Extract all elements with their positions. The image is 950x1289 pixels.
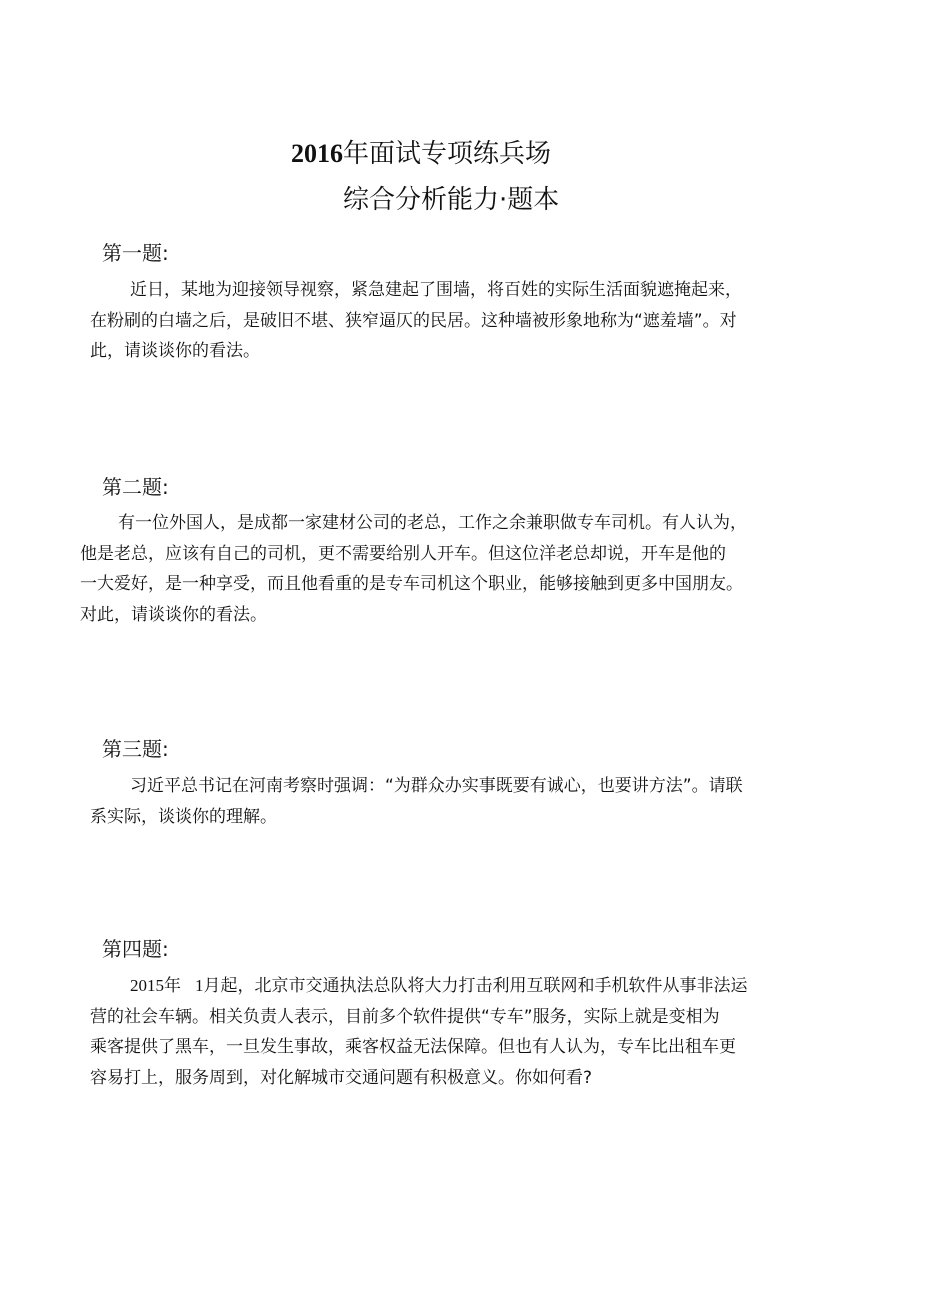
document-subtitle: 综合分析能力·题本 (343, 185, 560, 215)
question-3-body (90, 771, 743, 832)
question-4-line-1-rest: 月起，北京市交通执法总队将大力打击利用互联网和手机软件从事非法运 (203, 976, 748, 996)
question-1-line-3: 此，请谈谈你的看法。 (90, 341, 260, 361)
question-4-body (90, 971, 748, 1093)
question-1-line-1: 近日，某地为迎接领导视察，紧急建起了围墙，将百姓的实际生活面貌遮掩起来， (130, 280, 742, 300)
question-1-line-2: 在粉刷的白墙之后，是破旧不堪、狭窄逼仄的民居。这种墙被形象地称为“遮羞墙”。对 (90, 310, 737, 331)
question-2-line-3: 一大爱好，是一种享受，而且他看重的是专车司机这个职业，能够接触到更多中国朋友。 (80, 574, 743, 594)
question-1-heading: 第一题: (102, 241, 169, 265)
question-3-line-2: 系实际，谈谈你的理解。 (90, 806, 277, 827)
question-4-line-4: 容易打上，服务周到，对化解城市交通问题有积极意义。你如何看? (90, 1067, 593, 1088)
question-2-body (80, 508, 747, 630)
question-4-heading: 第四题: (102, 937, 169, 961)
question-4-year-suffix: 年 (164, 976, 181, 996)
question-3-line-1: 习近平总书记在河南考察时强调：“为群众办实事既要有诚心，也要讲方法”。请联 (130, 776, 743, 796)
question-4-line-1 (90, 971, 748, 1002)
question-2-heading: 第二题: (102, 475, 169, 499)
title-text: 年面试专项练兵场 (343, 139, 552, 169)
question-4-line-3: 乘客提供了黑车，一旦发生事故，乘客权益无法保障。但也有人认为，专车比出租车更 (90, 1037, 736, 1057)
document-title (291, 137, 551, 171)
question-4-line-2: 营的社会车辆。相关负责人表示，目前多个软件提供“专车”服务，实际上就是变相为 (90, 1006, 720, 1027)
question-4-month: 1 (195, 976, 204, 995)
question-2-line-2: 他是老总，应该有自己的司机，更不需要给别人开车。但这位洋老总却说，开车是他的 (80, 543, 726, 564)
question-4-year: 2015 (130, 976, 164, 995)
question-2-line-1: 有一位外国人，是成都一家建材公司的老总，工作之余兼职做专车司机。有人认为， (118, 513, 747, 533)
question-2-line-4: 对此，请谈谈你的看法。 (80, 604, 267, 625)
question-3-heading: 第三题: (102, 737, 169, 761)
question-1-body (90, 275, 742, 367)
title-year: 2016 (291, 139, 343, 168)
